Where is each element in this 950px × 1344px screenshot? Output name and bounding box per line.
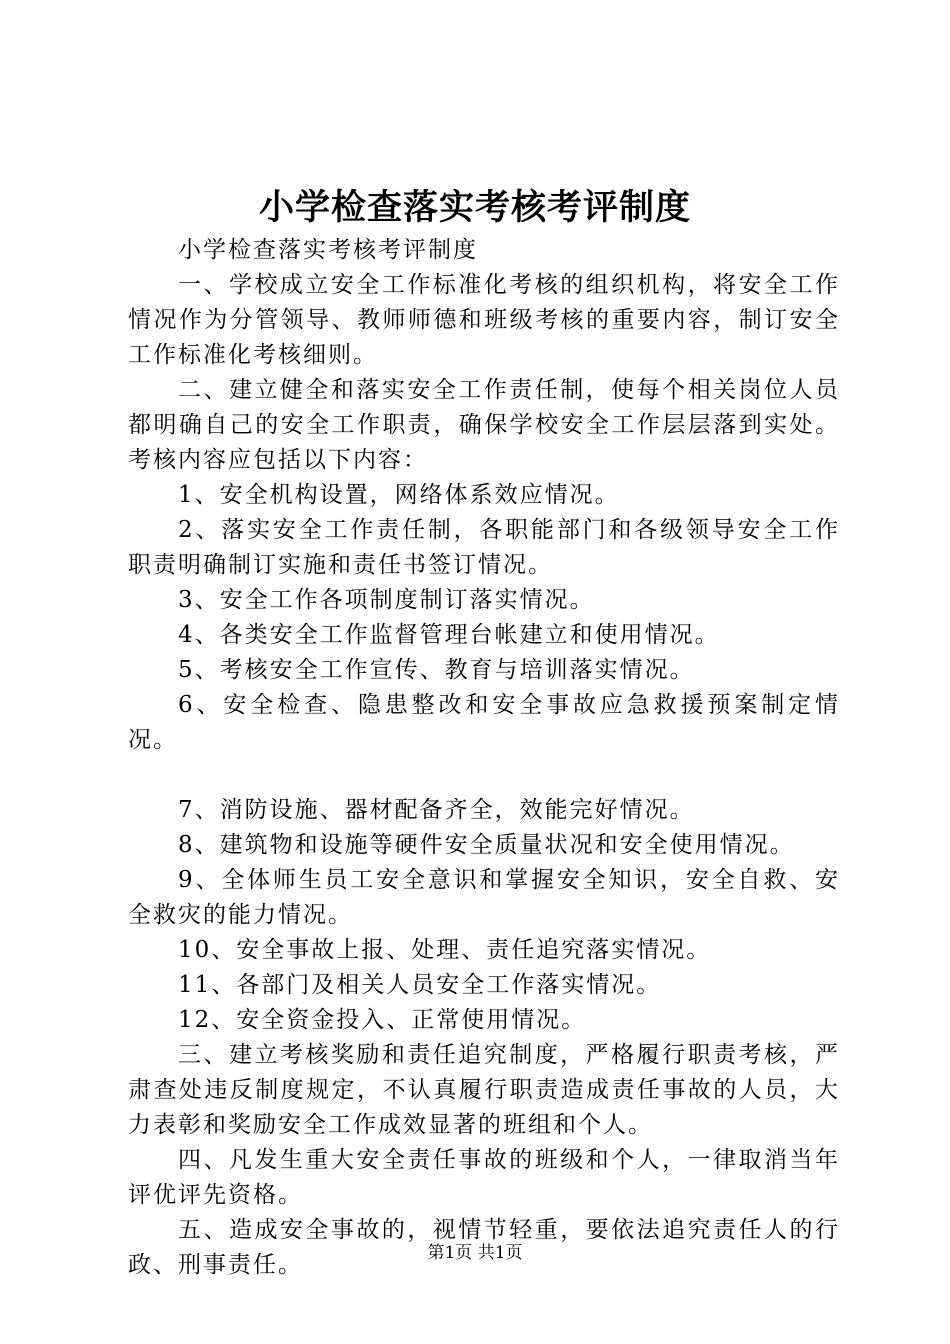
list-item: 11、各部门及相关人员安全工作落实情况。 xyxy=(178,972,662,998)
document-title: 小学检查落实考核考评制度 xyxy=(258,187,691,228)
list-item: 6、安全检查、隐患整改和安全事故应急救援预案制定情况。 xyxy=(128,692,840,753)
list-item: 8、建筑物和设施等硬件安全质量状况和安全使用情况。 xyxy=(178,832,795,858)
paragraph: 小学检查落实考核考评制度 xyxy=(178,237,478,263)
document-body xyxy=(128,233,840,1283)
paragraph: 五、造成安全事故的，视情节轻重，要依法追究责任人的行政、刑事责任。 xyxy=(128,1217,840,1278)
list-item: 7、消防设施、器材配备齐全，效能完好情况。 xyxy=(178,797,695,823)
list-item: 5、考核安全工作宣传、教育与培训落实情况。 xyxy=(178,657,695,683)
paragraph: 四、凡发生重大安全责任事故的班级和个人，一律取消当年评优评先资格。 xyxy=(128,1147,840,1208)
list-item: 2、落实安全工作责任制，各职能部门和各级领导安全工作职责明确制订实施和责任书签订情况。 xyxy=(128,517,840,578)
list-item: 12、安全资金投入、正常使用情况。 xyxy=(178,1007,587,1033)
paragraph: 三、建立考核奖励和责任追究制度，严格履行职责考核，严肃查处违反制度规定，不认真履行职责造成责任事故的人员，大力表彰和奖励安全工作成效显著的班组和个人。 xyxy=(128,1042,840,1138)
list-item: 1、安全机构设置，网络体系效应情况。 xyxy=(178,482,620,508)
paragraph: 二、建立健全和落实安全工作责任制，使每个相关岗位人员都明确自己的安全工作职责，确保学校安全工作层层落到实处。考核内容应包括以下内容： xyxy=(128,377,840,473)
paragraph: 一、学校成立安全工作标准化考核的组织机构，将安全工作情况作为分管领导、教师师德和班级考核的重要内容，制订安全工作标准化考核细则。 xyxy=(128,272,840,368)
list-item: 3、安全工作各项制度制订落实情况。 xyxy=(178,587,595,613)
page-footer: 第1页 共1页 xyxy=(427,1243,523,1263)
list-item: 9、全体师生员工安全意识和掌握安全知识，安全自救、安全救灾的能力情况。 xyxy=(128,867,840,928)
list-item: 4、各类安全工作监督管理台帐建立和使用情况。 xyxy=(178,622,720,648)
list-item: 10、安全事故上报、处理、责任追究落实情况。 xyxy=(178,937,712,963)
